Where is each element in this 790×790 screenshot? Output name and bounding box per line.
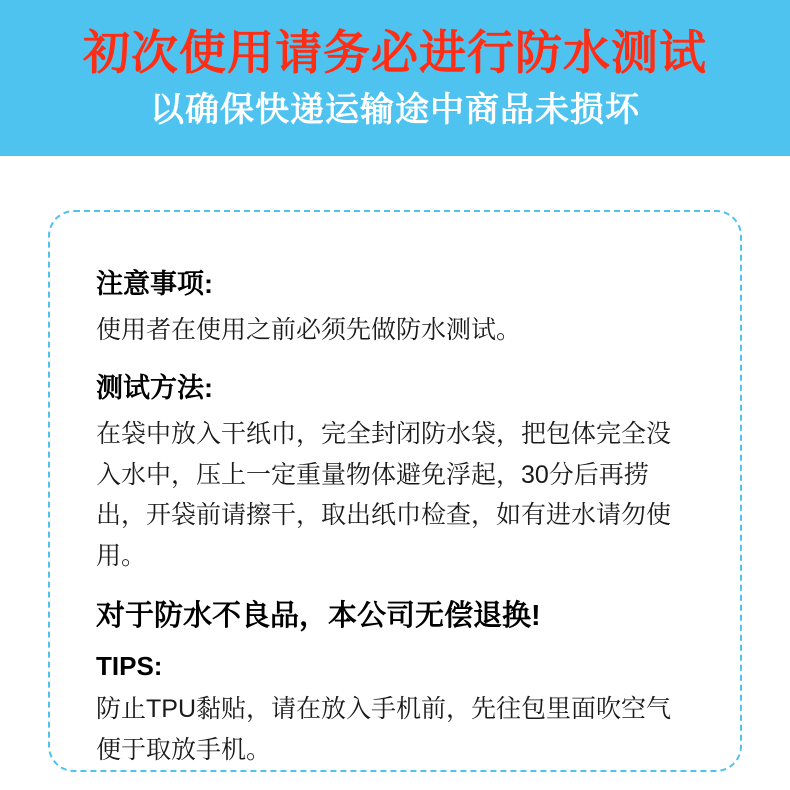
- instructions-card: [48, 210, 742, 772]
- method-body: 在袋中放入干纸巾，完全封闭防水袋，把包体完全没入水中，压上一定重量物体避免浮起，30分后再捞出，开袋前请擦干，取出纸巾检查，如有进水请勿使用。: [96, 420, 672, 570]
- method-section: [96, 372, 694, 576]
- notice-section: [96, 268, 694, 350]
- instructions-card-content: [50, 212, 740, 770]
- banner-subheadline: 以确保快递运输途中商品未损坏: [150, 91, 640, 130]
- banner-headline: 初次使用请务必进行防水测试: [83, 25, 707, 79]
- notice-body: 使用者在使用之前必须先做防水测试。: [96, 315, 522, 344]
- header-banner: [0, 0, 790, 156]
- warranty-text: 对于防水不良品，本公司无偿退换!: [96, 600, 541, 632]
- notice-title: 注意事项:: [96, 269, 213, 299]
- tips-label: TIPS:: [96, 650, 163, 681]
- tips-section: [96, 650, 694, 771]
- warranty-section: [96, 598, 694, 636]
- method-title: 测试方法:: [96, 373, 213, 404]
- tips-body: 防止TPU黏贴，请在放入手机前，先往包里面吹空气便于取放手机。: [96, 695, 672, 764]
